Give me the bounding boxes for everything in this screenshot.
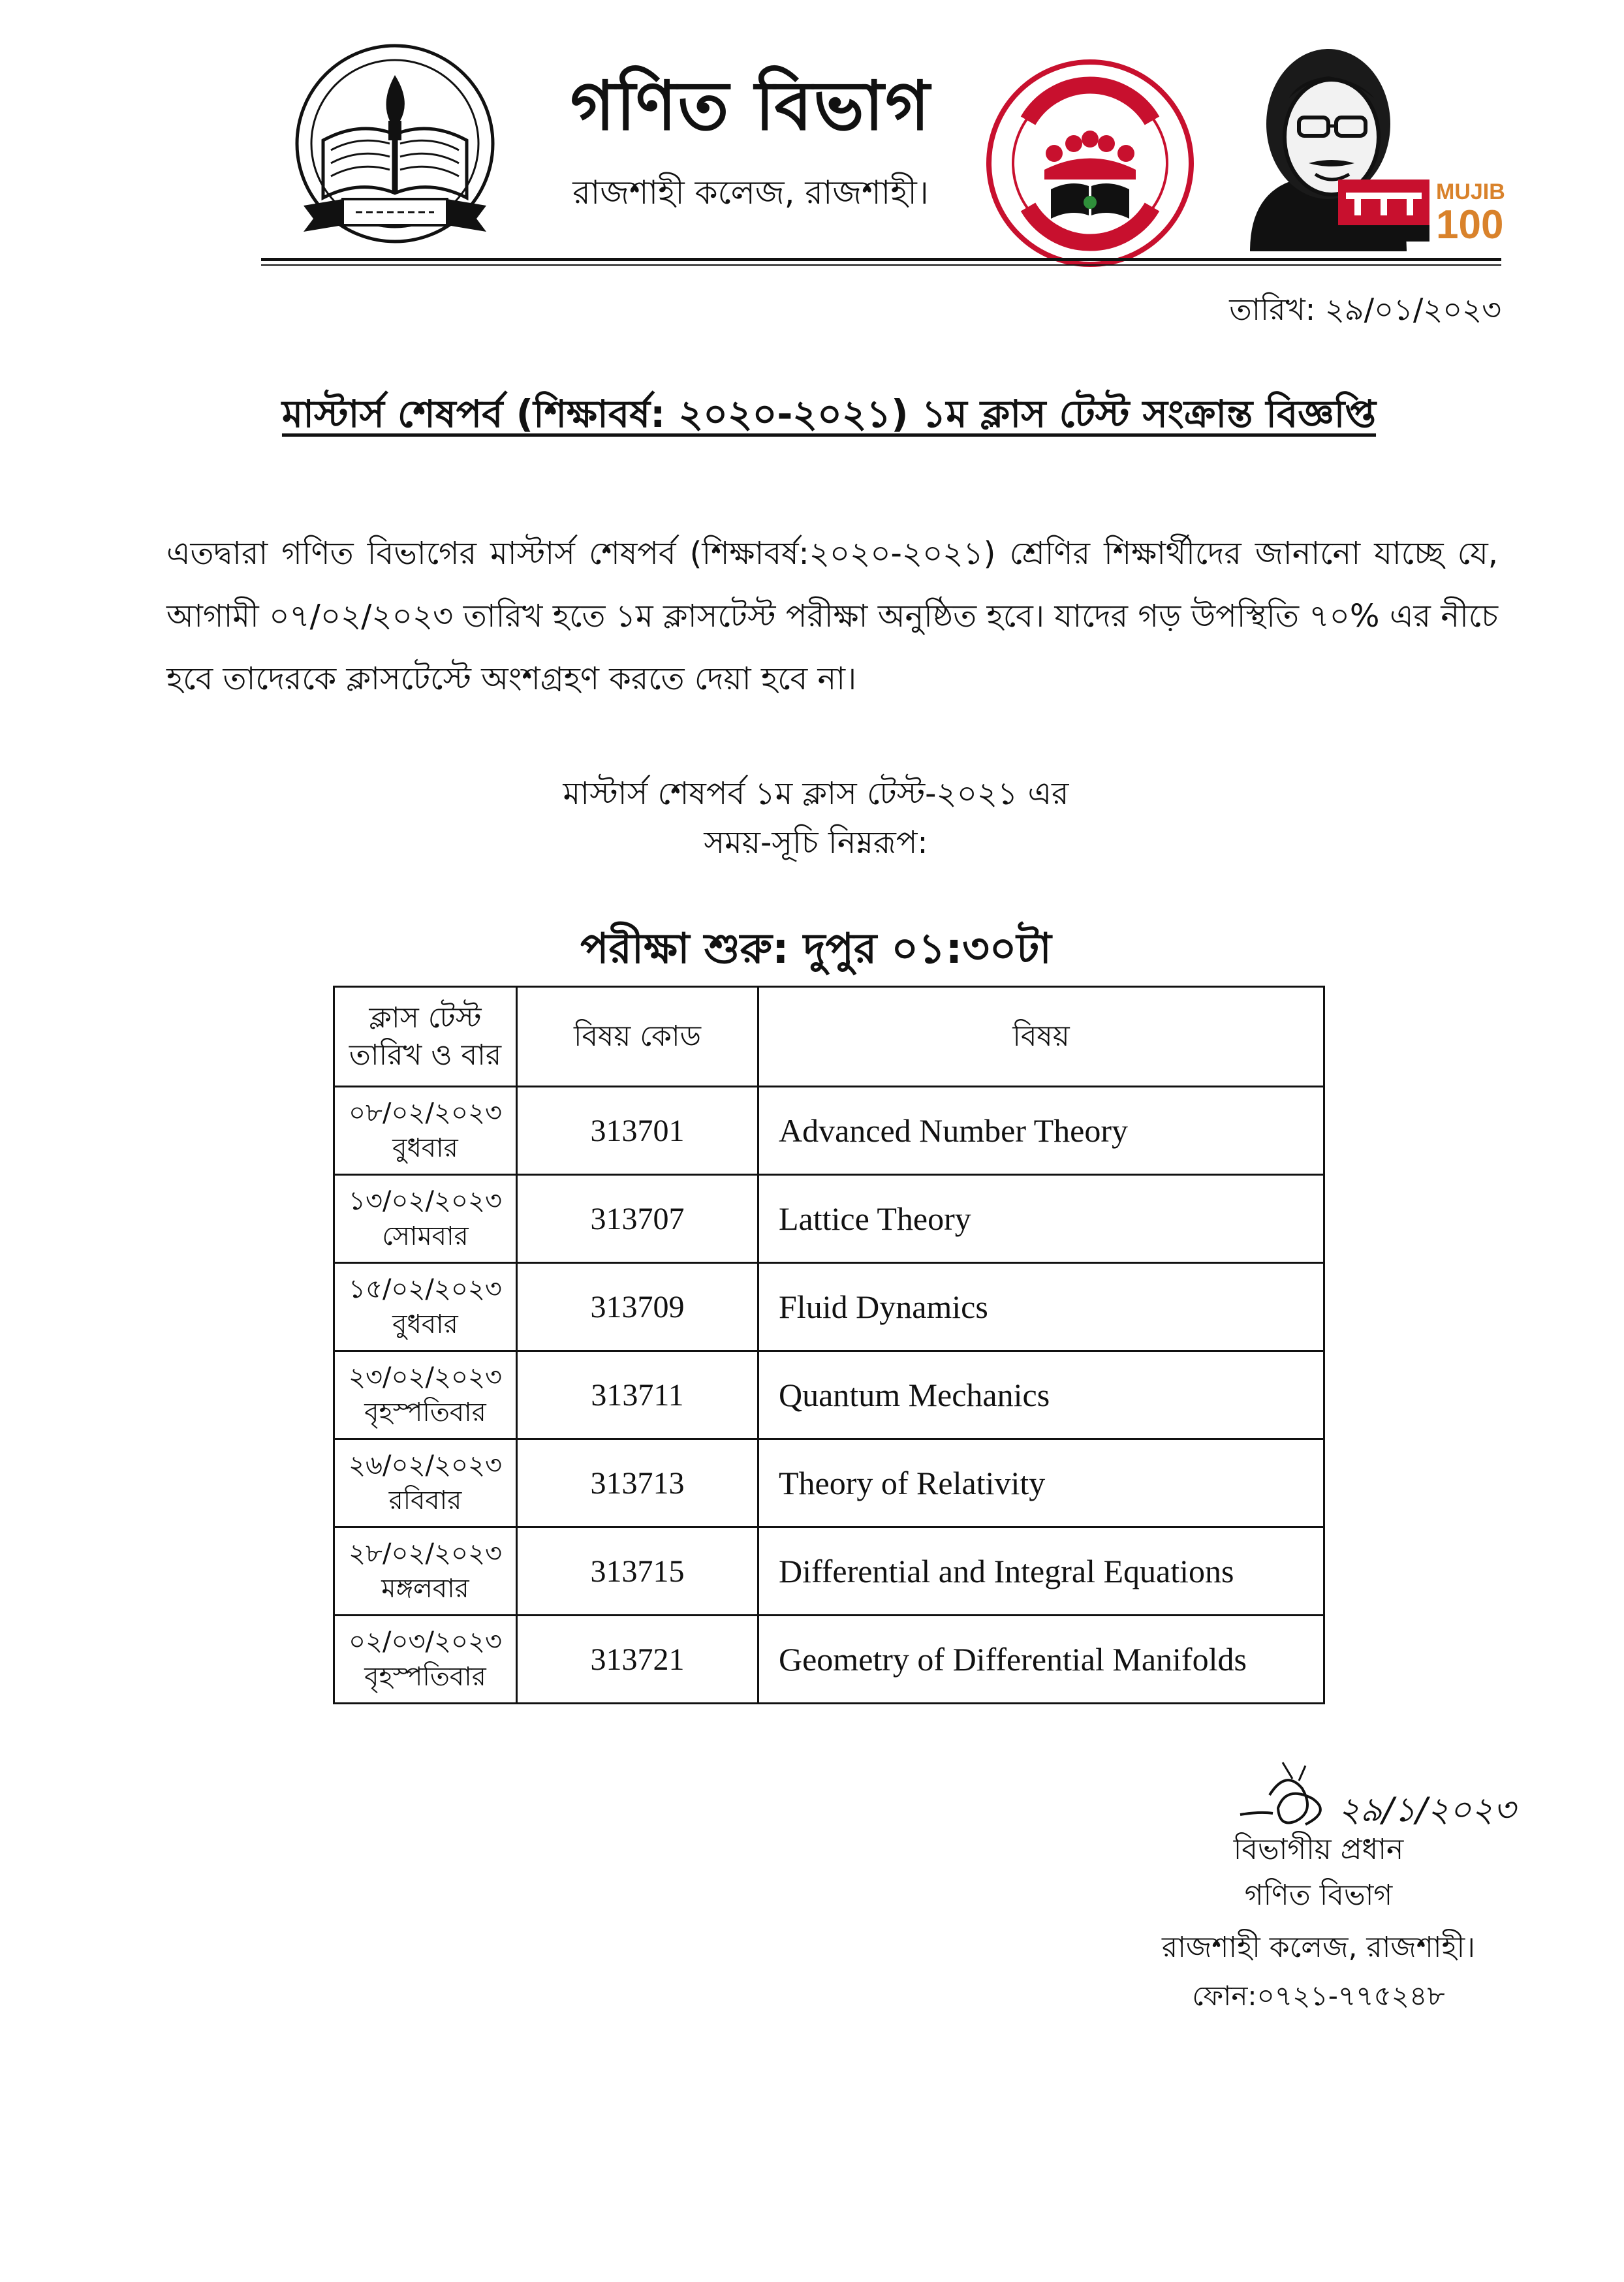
mujib-centenary-logo [1338,173,1521,245]
subject-cell: Theory of Relativity [758,1439,1324,1527]
code-cell: 313721 [517,1616,758,1704]
header-date-line1: ক্লাস টেস্ট [369,1001,482,1035]
code-cell: 313701 [517,1087,758,1175]
row-day: বৃহস্পতিবার [364,1398,486,1428]
signatory-title: বিভাগীয় প্রধান [1233,1833,1404,1866]
date-cell [334,1175,517,1263]
notice-title: মাস্টার্স শেষপর্ব (শিক্ষাবর্ষ: ২০২০-২০২১) ১ম ক্লাস টেস্ট সংক্রান্ত বিজ্ঞপ্তি [281,392,1377,436]
date-cell [334,1263,517,1351]
row-day: বুধবার [392,1309,458,1339]
table-row [334,1439,1324,1527]
notice-date: তারিখ: ২৯/০১/২০২৩ [1229,292,1501,327]
row-date: ২৬/০২/২০২৩ [348,1450,502,1480]
date-cell [334,1527,517,1616]
college-subtitle: রাজশাহী কলেজ, রাজশাহী। [572,174,929,211]
exam-schedule-table [333,986,1325,1704]
row-date: ২৮/০২/২০২৩ [349,1539,502,1569]
row-day: মঙ্গলবার [381,1574,469,1604]
table-row [334,1087,1324,1175]
handwritten-date: ২৯/১/২০২৩ [1338,1790,1516,1830]
subject-cell: Advanced Number Theory [758,1087,1324,1175]
date-cell [334,1087,517,1175]
code-cell: 313709 [517,1263,758,1351]
education-slogan-logo [982,55,1198,271]
subject-cell: Differential and Integral Equations [758,1527,1324,1616]
table-row [334,1527,1324,1616]
header-subject: বিষয় [758,987,1324,1087]
code-cell: 313707 [517,1175,758,1263]
date-cell [334,1439,517,1527]
notice-body: এতদ্বারা গণিত বিভাগের মাস্টার্স শেষপর্ব (শিক্ষাবর্ষ:২০২০-২০২১) শ্রেণির শিক্ষার্থীদের জানানো যাচ্ছে যে, আগামী ০৭/০২/২০২৩ তারিখ হতে ১ম ক্লাসটেস্ট পরীক্ষা অনুষ্ঠিত হবে। যাদের গড় উপস্থিতি ৭০% এর নীচে হবে তাদেরকে ক্লাসটেস্টে অংশগ্রহণ করতে দেয়া হবে না। [166,535,1498,697]
exam-start-time: পরীক্ষা শুরু: দুপুর ০১:৩০টা [580,925,1052,973]
table-header-row [334,987,1324,1087]
date-cell [334,1616,517,1704]
table-row [334,1263,1324,1351]
row-date: ২৩/০২/২০২৩ [348,1362,502,1392]
svg-text:MUJIB: MUJIB [1436,180,1505,204]
signatory-college: রাজশাহী কলেজ, রাজশাহী। [1162,1931,1475,1964]
code-cell: 313713 [517,1439,758,1527]
signatory-department: গণিত বিভাগ [1244,1879,1393,1912]
subject-cell: Geometry of Differential Manifolds [758,1616,1324,1704]
header-divider-thin [261,264,1501,266]
row-date: ০৮/০২/২০২৩ [349,1098,502,1128]
table-row [334,1175,1324,1263]
subject-cell: Quantum Mechanics [758,1351,1324,1439]
college-seal-icon [277,36,512,258]
row-date: ০২/০৩/২০২৩ [348,1627,502,1657]
date-cell [334,1351,517,1439]
table-row [334,1351,1324,1439]
schedule-heading-line2: সময়-সূচি নিম্নরূপ: [704,824,928,861]
header-date [334,987,517,1087]
department-title: গণিত বিভাগ [570,66,931,146]
row-day: বৃহস্পতিবার [364,1662,486,1692]
contact-phone: ফোন:০৭২১-৭৭৫২৪৮ [1192,1980,1445,2012]
row-date: ১৩/০২/২০২৩ [349,1186,502,1216]
row-day: রবিবার [388,1486,462,1516]
row-day: বুধবার [392,1133,458,1163]
row-day: সোমবার [382,1221,469,1251]
row-date: ১৫/০২/২০২৩ [349,1274,502,1304]
header-date-line2: তারিখ ও বার [349,1039,502,1072]
code-cell: 313711 [517,1351,758,1439]
header-code: বিষয় কোড [517,987,758,1087]
schedule-heading-line1: মাস্টার্স শেষপর্ব ১ম ক্লাস টেস্ট-২০২১ এর [563,775,1069,812]
code-cell: 313715 [517,1527,758,1616]
subject-cell: Fluid Dynamics [758,1263,1324,1351]
header-divider [261,258,1501,261]
subject-cell: Lattice Theory [758,1175,1324,1263]
table-row [334,1616,1324,1704]
svg-text:100: 100 [1436,202,1504,247]
